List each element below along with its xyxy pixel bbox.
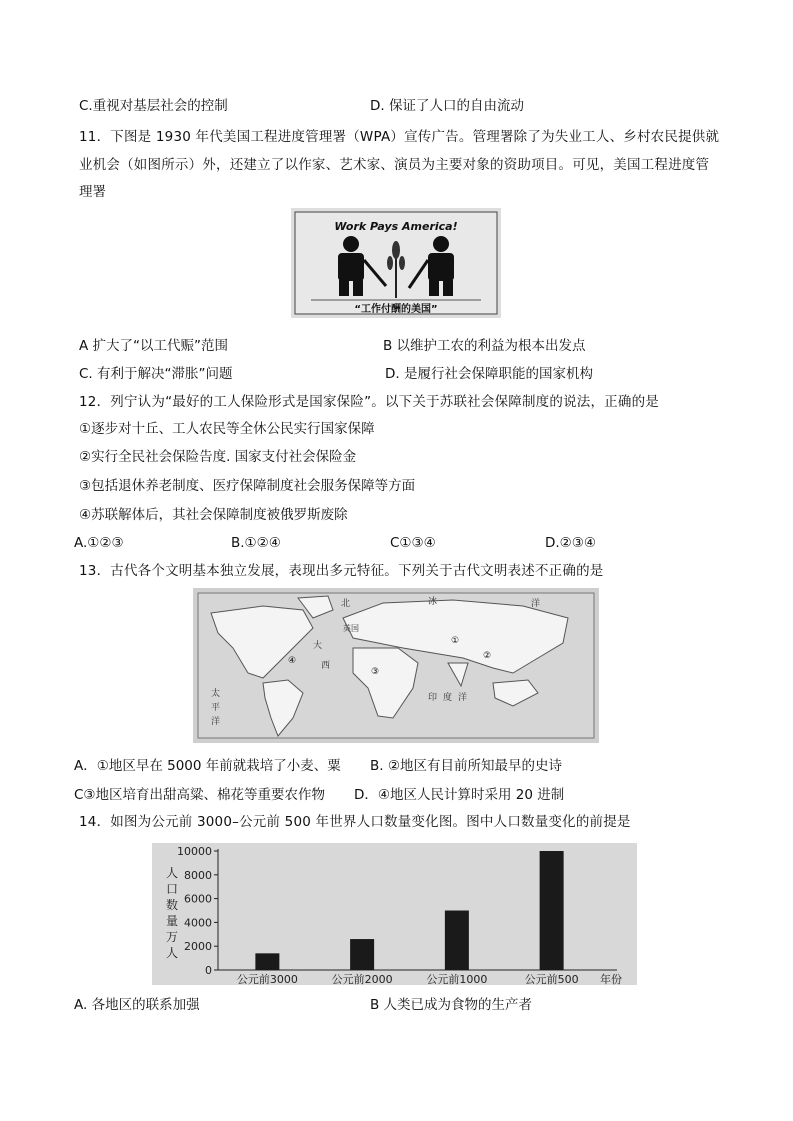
y-tick-label: 8000 [184,868,212,882]
map-label-ying: 英国 [343,624,359,633]
q14-option-b: B 人类已成为食物的生产者 [370,997,533,1013]
map-marker-1: ① [451,636,460,646]
q12-stem: 12．列宁认为“最好的工人保险形式是国家保险”。以下关于苏联社会保障制度的说法，正确的是 [79,394,659,410]
q13-option-c: C③地区培育出甜高粱、棉花等重要农作物 [74,787,326,803]
x-axis-label: 年份 [600,973,622,985]
y-label-char-4: 量 [166,914,179,928]
bar-4 [540,851,564,970]
map-label-yang: 洋 [531,599,541,609]
q11-option-c: C. 有利于解决“滞胀”问题 [79,366,233,382]
y-label-char-3: 数 [166,898,179,912]
q11-stem-line2: 业机会（如图所示）外，还建立了以作家、艺术家、演员为主要对象的资助项目。可见，美国工程进度管 [79,157,710,173]
map-label-tai: 太 [211,689,221,699]
q12-option-d: D.②③④ [545,535,596,551]
map-label-xi: 西 [321,661,331,671]
poster-top-text: Work Pays America! [334,220,458,233]
q10-option-d: D. 保证了人口的自由流动 [370,98,524,114]
population-chart [152,843,637,985]
y-label-char-1: 人 [166,866,179,880]
map-marker-3: ③ [371,667,380,677]
q12-item-3: ③包括退休养老制度、医疗保障制度社会服务保障等方面 [79,478,416,494]
map-label-yang3: 洋 [211,717,221,727]
q13-option-b: B. ②地区有目前所知最早的史诗 [370,758,562,774]
bar-2 [350,939,374,970]
x-category-label: 公元前3000 [236,973,298,985]
q11-option-d: D. 是履行社会保障职能的国家机构 [385,366,593,382]
map-label-bei: 北 [341,599,351,609]
q11-stem-line3: 理署 [79,184,106,200]
y-label-char-6: 人 [166,946,179,960]
q13-option-d: D．④地区人民计算时采用 20 进制 [354,787,565,803]
map-label-bing: 冰 [428,597,438,607]
q11-option-b: B 以维护工农的利益为根本出发点 [383,338,586,354]
map-marker-4: ④ [288,656,297,666]
x-category-label: 公元前2000 [331,973,393,985]
bar-1 [255,953,279,970]
q12-option-b: B.①②④ [231,535,281,551]
world-map-drawing [193,588,599,743]
q12-item-4: ④苏联解体后，其社会保障制度被俄罗斯废除 [79,507,348,523]
map-label-ping: 平 [211,703,221,713]
bar-3 [445,911,469,971]
q11-option-a: A 扩大了“以工代赈”范围 [79,338,229,354]
population-chart-svg [152,843,637,985]
y-tick-label: 4000 [184,916,212,930]
q12-option-a: A.①②③ [74,535,124,551]
world-map [193,588,599,743]
map-label-yin: 印 [428,693,438,703]
q14-option-a: A. 各地区的联系加强 [74,997,200,1013]
q12-option-c: C①③④ [390,535,436,551]
x-category-label: 公元前1000 [426,973,488,985]
y-tick-label: 0 [205,964,212,977]
y-label-char-5: 万 [166,930,179,944]
q14-stem: 14．如图为公元前 3000–公元前 500 年世界人口数量变化图。图中人口数量变化的前提是 [79,814,631,830]
q12-item-2: ②实行全民社会保险告度. 国家支付社会保险金 [79,449,357,465]
q11-stem-line1: 11．下图是 1930 年代美国工程进度管理署（WPA）宣传广告。管理署除了为失业工人、乡村农民提供就 [79,129,720,145]
map-label-du: 度 [443,693,453,703]
y-label-char-2: 口 [166,882,179,896]
x-category-label: 公元前500 [524,973,579,985]
map-marker-2: ② [483,651,492,661]
q13-option-a: A．①地区早在 5000 年前就栽培了小麦、粟 [74,758,341,774]
wpa-poster [291,208,501,318]
map-label-da: 大 [313,641,323,651]
q10-option-c: C.重视对基层社会的控制 [79,98,228,114]
y-tick-label: 10000 [177,845,212,858]
y-tick-label: 2000 [184,940,212,954]
y-tick-label: 6000 [184,892,212,906]
map-label-yang2: 洋 [458,693,468,703]
q12-item-1: ①逐步对十丘、工人农民等全休公民实行国家保障 [79,421,375,437]
poster-bottom-text: “工作付酬的美国” [354,304,438,315]
wpa-poster-drawing [291,208,501,318]
q13-stem: 13．古代各个文明基本独立发展，表现出多元特征。下列关于古代文明表述不正确的是 [79,563,604,579]
